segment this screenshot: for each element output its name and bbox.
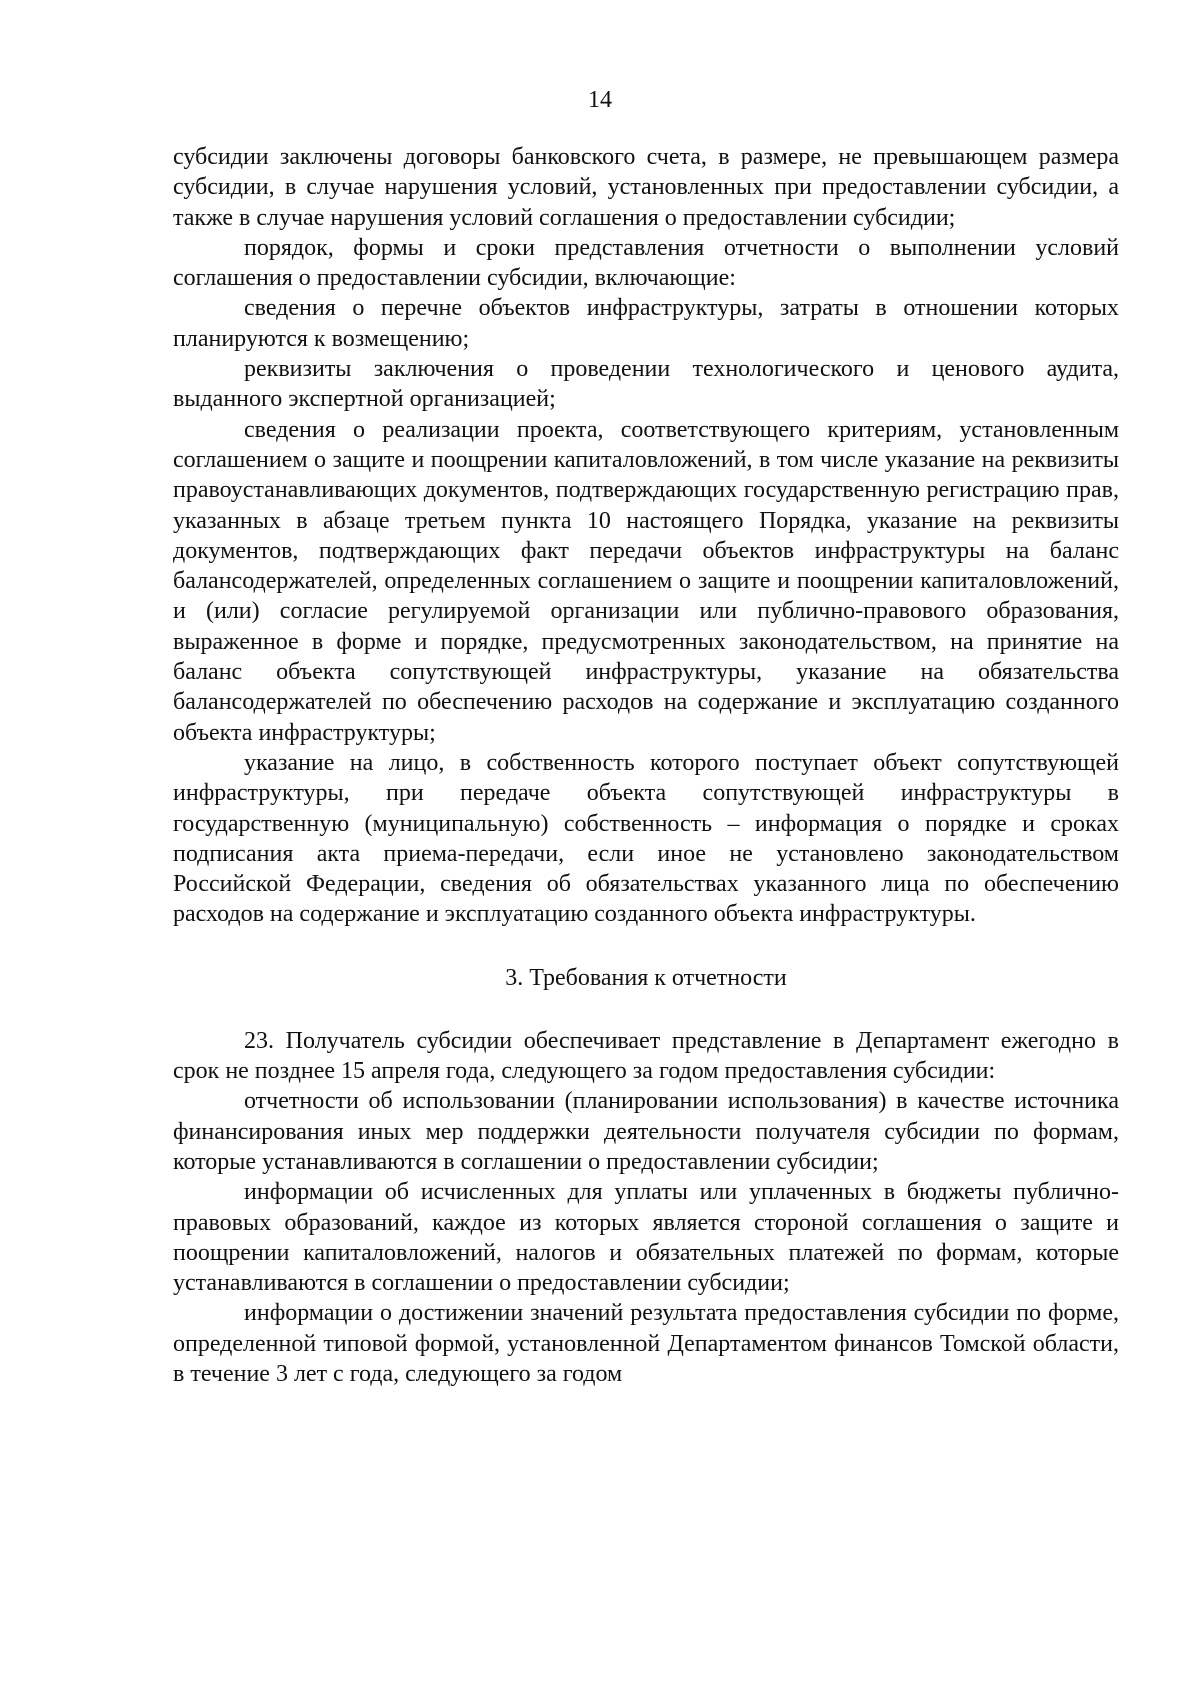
paragraph-continued: субсидии заключены договоры банковского счета, в размере, не превышающем размера субсидии, в случае нарушения условий, установленных при предоставлении субсидии, а также в случае нарушения условий соглашения о предоставлении субсидии; [173, 144, 1119, 231]
paragraph: реквизиты заключения о проведении технологического и ценового аудита, выданного экспертной организацией; [173, 356, 1119, 413]
section-heading: 3. Требования к отчетности [505, 964, 787, 991]
paragraph: информации об исчисленных для уплаты или уплаченных в бюджеты публично-правовых образований, каждое из которых является стороной соглашения о защите и поощрении капиталовложений, налогов и обязательных платежей по формам, которые устанавливаются в соглашении о предоставлении субсидии; [173, 1179, 1119, 1297]
paragraph: 23. Получатель субсидии обеспечивает представление в Департамент ежегодно в срок не позднее 15 апреля года, следующего за годом предоставления субсидии: [173, 1027, 1119, 1085]
paragraph: порядок, формы и сроки представления отчетности о выполнении условий соглашения о предоставлении субсидии, включающие: [173, 234, 1119, 292]
paragraph: сведения о реализации проекта, соответствующего критериям, установленным соглашением о защите и поощрении капиталовложений, в том числе указание на реквизиты правоустанавливающих документов, подтверждающих государственную регистрацию прав, указанных в абзаце третьем пункта 10 настоящего Порядка, указание на реквизиты документов, подтверждающих факт передачи объектов инфраструктуры на баланс балансодержателей, определенных соглашением о защите и поощрении капиталовложений, и (или) согласие регулируемой организации или публично-правового образования, выраженное в форме и порядке, предусмотренных законодательством, на принятие на баланс объекта сопутствующей инфраструктуры, указание на обязательства балансодержателей по обеспечению расходов на содержание и эксплуатацию созданного объекта инфраструктуры; [173, 416, 1119, 746]
paragraph-continues: информации о достижении значений результата предоставления субсидии по форме, определенной типовой формой, установленной Департаментом финансов Томской области, в течение 3 лет с года, следующего за годом [173, 1300, 1119, 1387]
page-number: 14 [588, 87, 612, 113]
paragraph: сведения о перечне объектов инфраструктуры, затраты в отношении которых планируются к возмещению; [173, 295, 1119, 352]
document-body [173, 142, 1119, 1389]
paragraph: отчетности об использовании (планировании использования) в качестве источника финансирования иных мер поддержки деятельности получателя субсидии по формам, которые устанавливаются в соглашении о предоставлении субсидии; [173, 1088, 1119, 1175]
paragraph: указание на лицо, в собственность которого поступает объект сопутствующей инфраструктуры, при передаче объекта сопутствующей инфраструктуры в государственную (муниципальную) собственность – информация о порядке и сроках подписания акта приема-передачи, если иное не установлено законодательством Российской Федерации, сведения об обязательствах указанного лица по обеспечению расходов на содержание и эксплуатацию созданного объекта инфраструктуры. [173, 749, 1119, 928]
